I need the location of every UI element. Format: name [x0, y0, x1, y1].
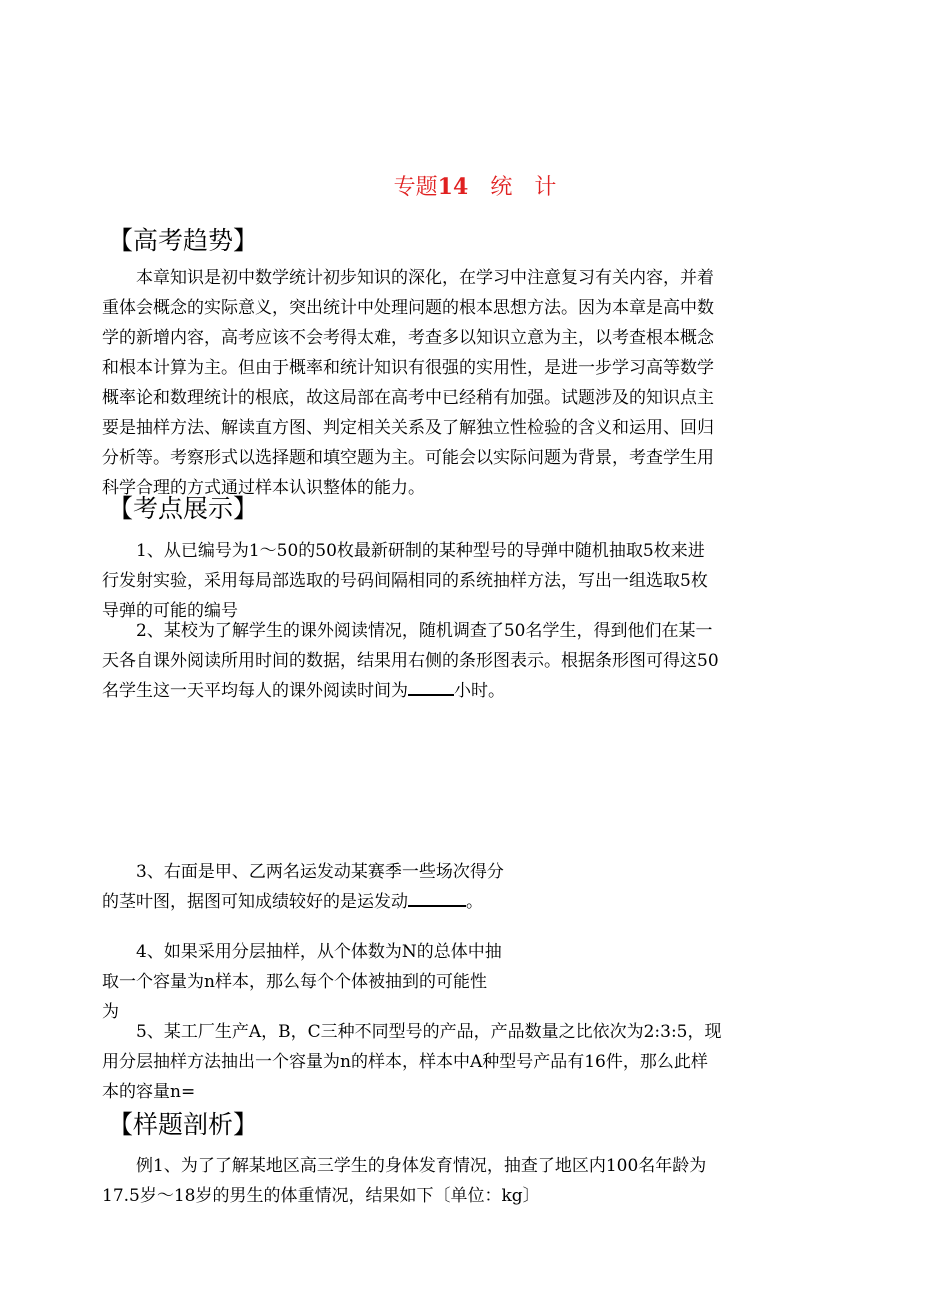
- answer-blank: [408, 676, 454, 696]
- text-line: 导弹的可能的编号: [102, 601, 238, 621]
- question-4: [102, 937, 852, 1027]
- section-heading-points: 【考点展示】: [108, 494, 259, 523]
- trend-paragraph: [102, 263, 852, 503]
- page-title: [0, 172, 950, 203]
- question-5: [102, 1017, 852, 1107]
- answer-blank: [408, 887, 466, 907]
- question-3: [102, 857, 852, 917]
- question-1: [102, 536, 852, 626]
- text-line: 4、如果采用分层抽样，从个体数为N的总体中抽: [102, 942, 502, 962]
- text-line: 学的新增内容，高考应该不会考得太难，考查多以知识立意为主，以考查根本概念: [102, 328, 714, 348]
- text-line: 例1、为了了解某地区高三学生的身体发育情况，抽查了地区内100名年龄为: [102, 1156, 707, 1176]
- section-heading-trend: 【高考趋势】: [108, 226, 259, 255]
- text-line: 2、某校为了解学生的课外阅读情况，随机调查了50名学生，得到他们在某一: [102, 621, 713, 641]
- title-number: 14: [437, 174, 469, 200]
- text-line: 要是抽样方法、解读直方图、判定相关关系及了解独立性检验的含义和运用、回归: [102, 418, 714, 438]
- text-line: 1、从已编号为1～50的50枚最新研制的某种型号的导弹中随机抽取5枚来进: [102, 541, 705, 561]
- question-2: [102, 616, 852, 706]
- text-line: 科学合理的方式通过样本认识整体的能力。: [102, 478, 425, 498]
- text-line: 本的容量n=: [102, 1082, 196, 1102]
- example-1: [102, 1151, 852, 1211]
- text-segment: 小时。: [454, 681, 505, 701]
- text-line: 行发射实验，采用每局部选取的号码间隔相同的系统抽样方法，写出一组选取5枚: [102, 571, 708, 591]
- text-line: 17.5岁～18岁的男生的体重情况，结果如下〔单位：kg〕: [102, 1186, 540, 1206]
- text-line-with-blank: [102, 887, 852, 917]
- title-prefix: 专题: [393, 175, 438, 200]
- text-line: 取一个容量为n样本，那么每个个体被抽到的可能性: [102, 972, 487, 992]
- text-line: 3、右面是甲、乙两名运发动某赛季一些场次得分: [102, 862, 504, 882]
- text-segment: 。: [466, 892, 483, 912]
- text-segment: 的茎叶图，据图可知成绩较好的是运发动: [102, 892, 408, 912]
- section-heading-examples: 【样题剖析】: [108, 1110, 259, 1139]
- text-line: 重体会概念的实际意义，突出统计中处理问题的根本思想方法。因为本章是高中数: [102, 298, 714, 318]
- text-line: 本章知识是初中数学统计初步知识的深化，在学习中注意复习有关内容，并着: [102, 268, 714, 288]
- text-line: 分析等。考察形式以选择题和填空题为主。可能会以实际问题为背景，考查学生用: [102, 448, 714, 468]
- text-line: 用分层抽样方法抽出一个容量为n的样本，样本中A种型号产品有16件，那么此样: [102, 1052, 708, 1072]
- text-line: 天各自课外阅读所用时间的数据，结果用右侧的条形图表示。根据条形图可得这50: [102, 651, 719, 671]
- text-segment: 名学生这一天平均每人的课外阅读时间为: [102, 681, 408, 701]
- text-line: 5、某工厂生产A，B，C三种不同型号的产品，产品数量之比依次为2:3:5，现: [102, 1022, 722, 1042]
- text-line: 和根本计算为主。但由于概率和统计知识有很强的实用性，是进一步学习高等数学: [102, 358, 714, 378]
- text-line: 概率论和数理统计的根底，故这局部在高考中已经稍有加强。试题涉及的知识点主: [102, 388, 714, 408]
- text-line: 为: [102, 1002, 119, 1022]
- text-line-with-blank: [102, 676, 852, 706]
- title-topic: 统 计: [490, 175, 557, 200]
